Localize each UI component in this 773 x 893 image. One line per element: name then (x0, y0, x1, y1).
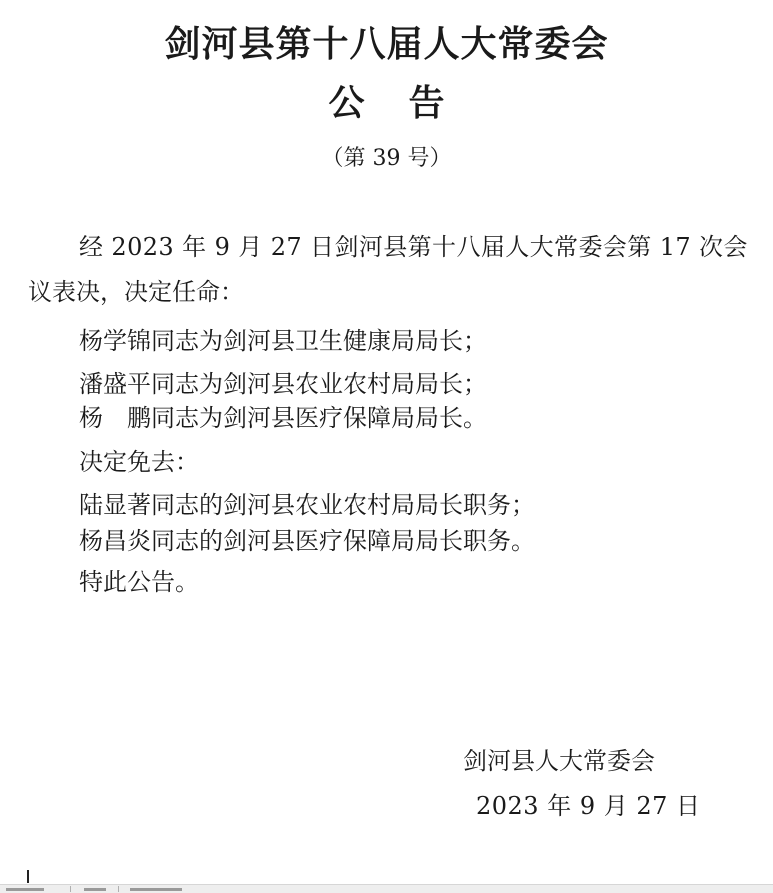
intro-line-1: 经 2023 年 9 月 27 日剑河县第十八届人大常委会第 17 次会 (79, 233, 748, 261)
status-bar-item[interactable] (6, 888, 44, 891)
appointment-item: 杨学锦同志为剑河县卫生健康局局长； (79, 327, 487, 355)
intro-line-2: 议表决，决定任命： (28, 278, 244, 306)
appointment-item: 杨 鹏同志为剑河县医疗保障局局长。 (79, 404, 487, 432)
status-bar-item[interactable] (84, 888, 106, 891)
dismissal-item: 陆显著同志的剑河县农业农村局局长职务； (79, 491, 535, 519)
text-cursor (27, 870, 29, 883)
signature-date: 2023 年 9 月 27 日 (476, 792, 701, 820)
signature-organization: 剑河县人大常委会 (463, 747, 655, 775)
appointment-item: 潘盛平同志为剑河县农业农村局局长； (79, 370, 487, 398)
status-separator (70, 886, 71, 892)
document-title: 剑河县第十八届人大常委会 (164, 23, 609, 65)
document-subtitle: 公告 (328, 82, 489, 124)
dismissal-heading: 决定免去： (79, 448, 199, 476)
closing-statement: 特此公告。 (79, 568, 199, 596)
status-separator (118, 886, 119, 892)
announcement-number: （第 39 号） (321, 146, 452, 171)
status-bar-item[interactable] (130, 888, 182, 891)
dismissal-item: 杨昌炎同志的剑河县医疗保障局局长职务。 (79, 527, 535, 555)
